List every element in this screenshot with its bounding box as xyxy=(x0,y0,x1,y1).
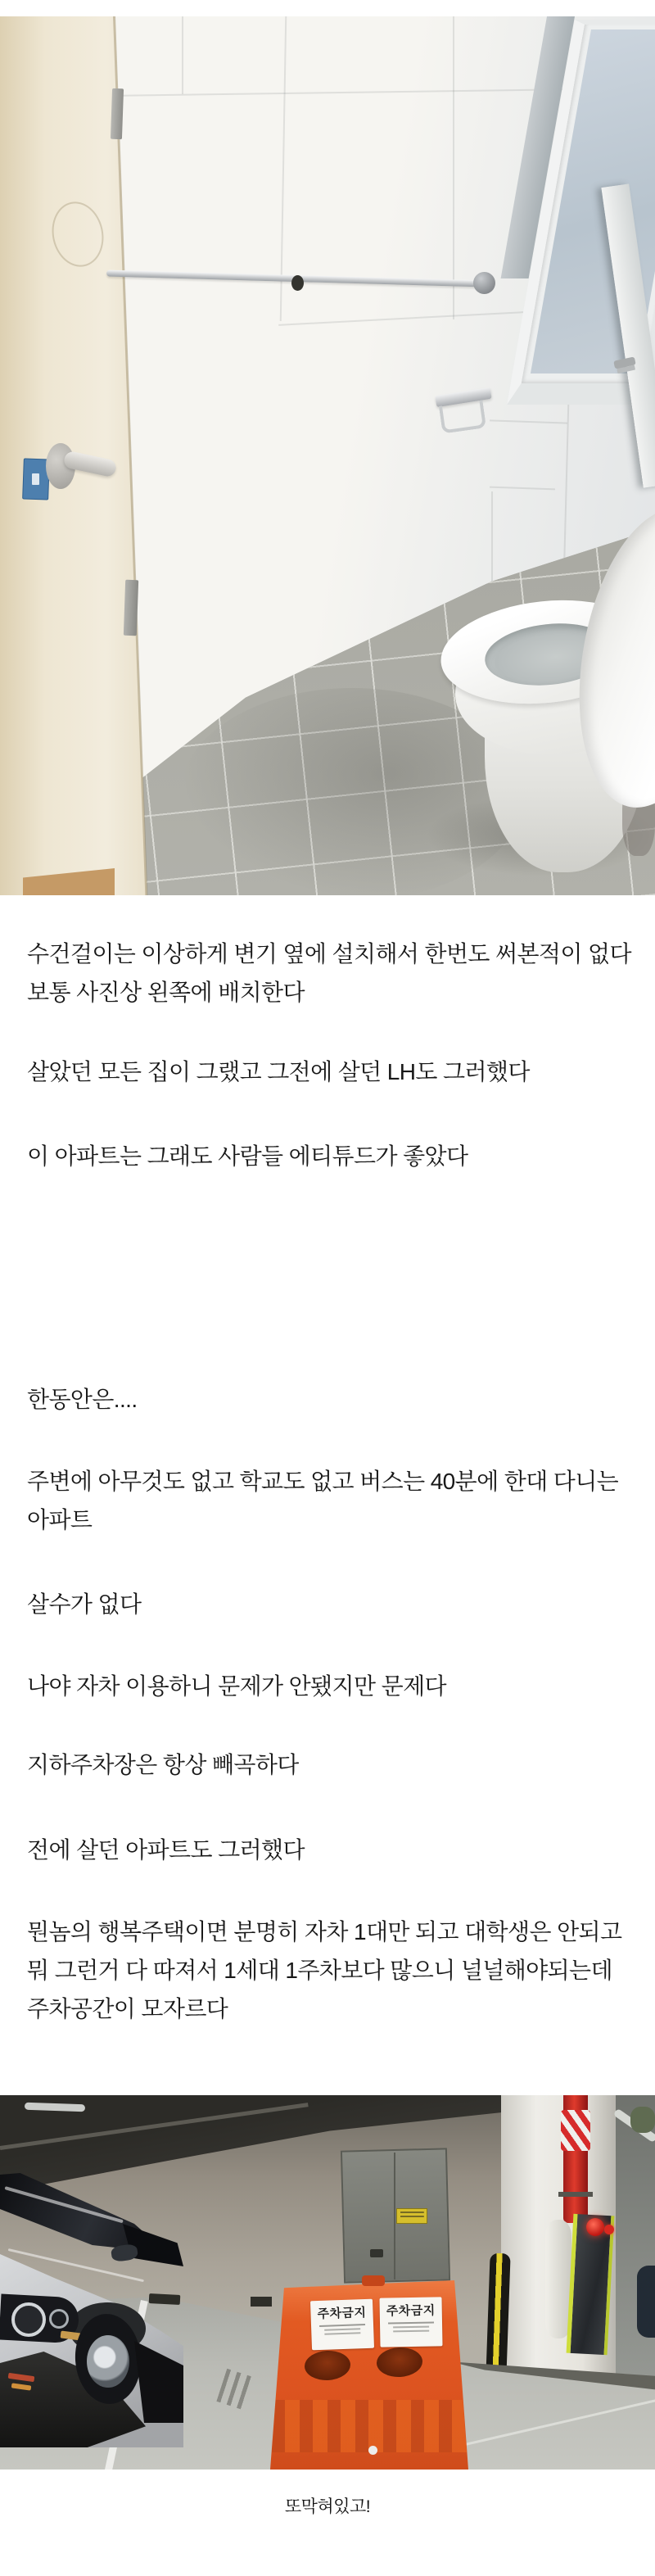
post-caption: 또막혀있고! xyxy=(284,2497,371,2516)
post-paragraph-10: 뭔놈의 행복주택이면 분명히 자차 1대만 되고 대학생은 안되고 뭐 그런거 다 따져서 1세대 1주차보다 많으니 널널해야되는데 주차공간이 모자르다 xyxy=(27,1919,622,2021)
sign-fine-print-line xyxy=(388,2322,434,2325)
post-paragraph-3: 이 아파트는 그래도 사람들 에티튜드가 좋았다 xyxy=(27,1143,468,1169)
door-hinge-top xyxy=(111,88,124,139)
parking-photo xyxy=(0,2095,655,2470)
post-paragraph-1: 수건걸이는 이상하게 변기 옆에 설치해서 한번도 써본적이 없다 보통 사진상 왼쪽에 배치한다 xyxy=(27,941,631,1005)
post-paragraph-6: 살수가 없다 xyxy=(27,1591,142,1617)
utility-door xyxy=(341,2148,450,2283)
pillar-corner-guard xyxy=(486,2253,510,2379)
fire-alarm-lamp xyxy=(586,2218,604,2236)
duct-blob xyxy=(630,2107,655,2133)
utility-door-handle xyxy=(370,2249,383,2257)
orange-barrier xyxy=(270,2275,468,2470)
bathroom-photo xyxy=(0,16,655,895)
sign-fine-print-line xyxy=(393,2326,429,2329)
sign-fine-print-line xyxy=(393,2330,429,2333)
fire-alarm-lamp-small xyxy=(604,2225,614,2234)
wall-grout-line xyxy=(490,419,567,423)
post-paragraph-8: 지하주차장은 항상 빼곡하다 xyxy=(27,1752,299,1777)
car-rim xyxy=(87,2335,129,2388)
utility-door-seam xyxy=(394,2153,395,2279)
wall-grout-line xyxy=(490,487,555,491)
sign-fine-print-line xyxy=(324,2328,360,2331)
towel-bar-bracket xyxy=(291,275,304,291)
wall-outlet-box xyxy=(251,2297,272,2307)
wall-grout-line xyxy=(453,16,454,319)
barrier-sign-right xyxy=(379,2297,442,2347)
headlight-projector-ring xyxy=(11,2302,46,2337)
barrier-bottom-plug xyxy=(368,2446,377,2455)
barrier-ribs xyxy=(272,2400,467,2452)
towel-bar-endcap xyxy=(473,272,495,294)
barrier-sign-text: 주차금지 xyxy=(317,2305,367,2322)
barrier-sign-left xyxy=(310,2299,374,2351)
wall-grout-line xyxy=(182,16,183,94)
standpipe-stripe-wrap xyxy=(561,2110,590,2151)
wall-grout-line xyxy=(278,311,524,326)
sign-fine-print-line xyxy=(324,2332,360,2335)
parked-dark-car xyxy=(637,2266,655,2338)
post-paragraph-5: 주변에 아무것도 없고 학교도 없고 버스는 40분에 한대 다니는 아파트 xyxy=(27,1469,619,1532)
post-paragraph-7: 나야 자차 이용하니 문제가 안됐지만 문제다 xyxy=(27,1673,446,1699)
barrier-sign-text: 주차금지 xyxy=(386,2303,436,2319)
door-hinge-bottom xyxy=(124,580,138,636)
post-paragraph-9: 전에 살던 아파트도 그러했다 xyxy=(27,1837,305,1863)
barrier-top-cap xyxy=(362,2275,385,2286)
sign-fine-print-line xyxy=(319,2324,365,2327)
toilet-paper-holder-arm xyxy=(439,400,486,433)
door-latch-bolt xyxy=(32,473,39,485)
silver-car xyxy=(0,2173,183,2447)
post-paragraph-2: 살았던 모든 집이 그랬고 그전에 살던 LH도 그러했다 xyxy=(27,1059,530,1084)
headlight-inner-ring xyxy=(49,2309,69,2329)
standpipe-bracket xyxy=(558,2192,593,2197)
utility-door-sign xyxy=(396,2208,427,2224)
post-paragraph-4: 한동안은.... xyxy=(27,1387,138,1412)
